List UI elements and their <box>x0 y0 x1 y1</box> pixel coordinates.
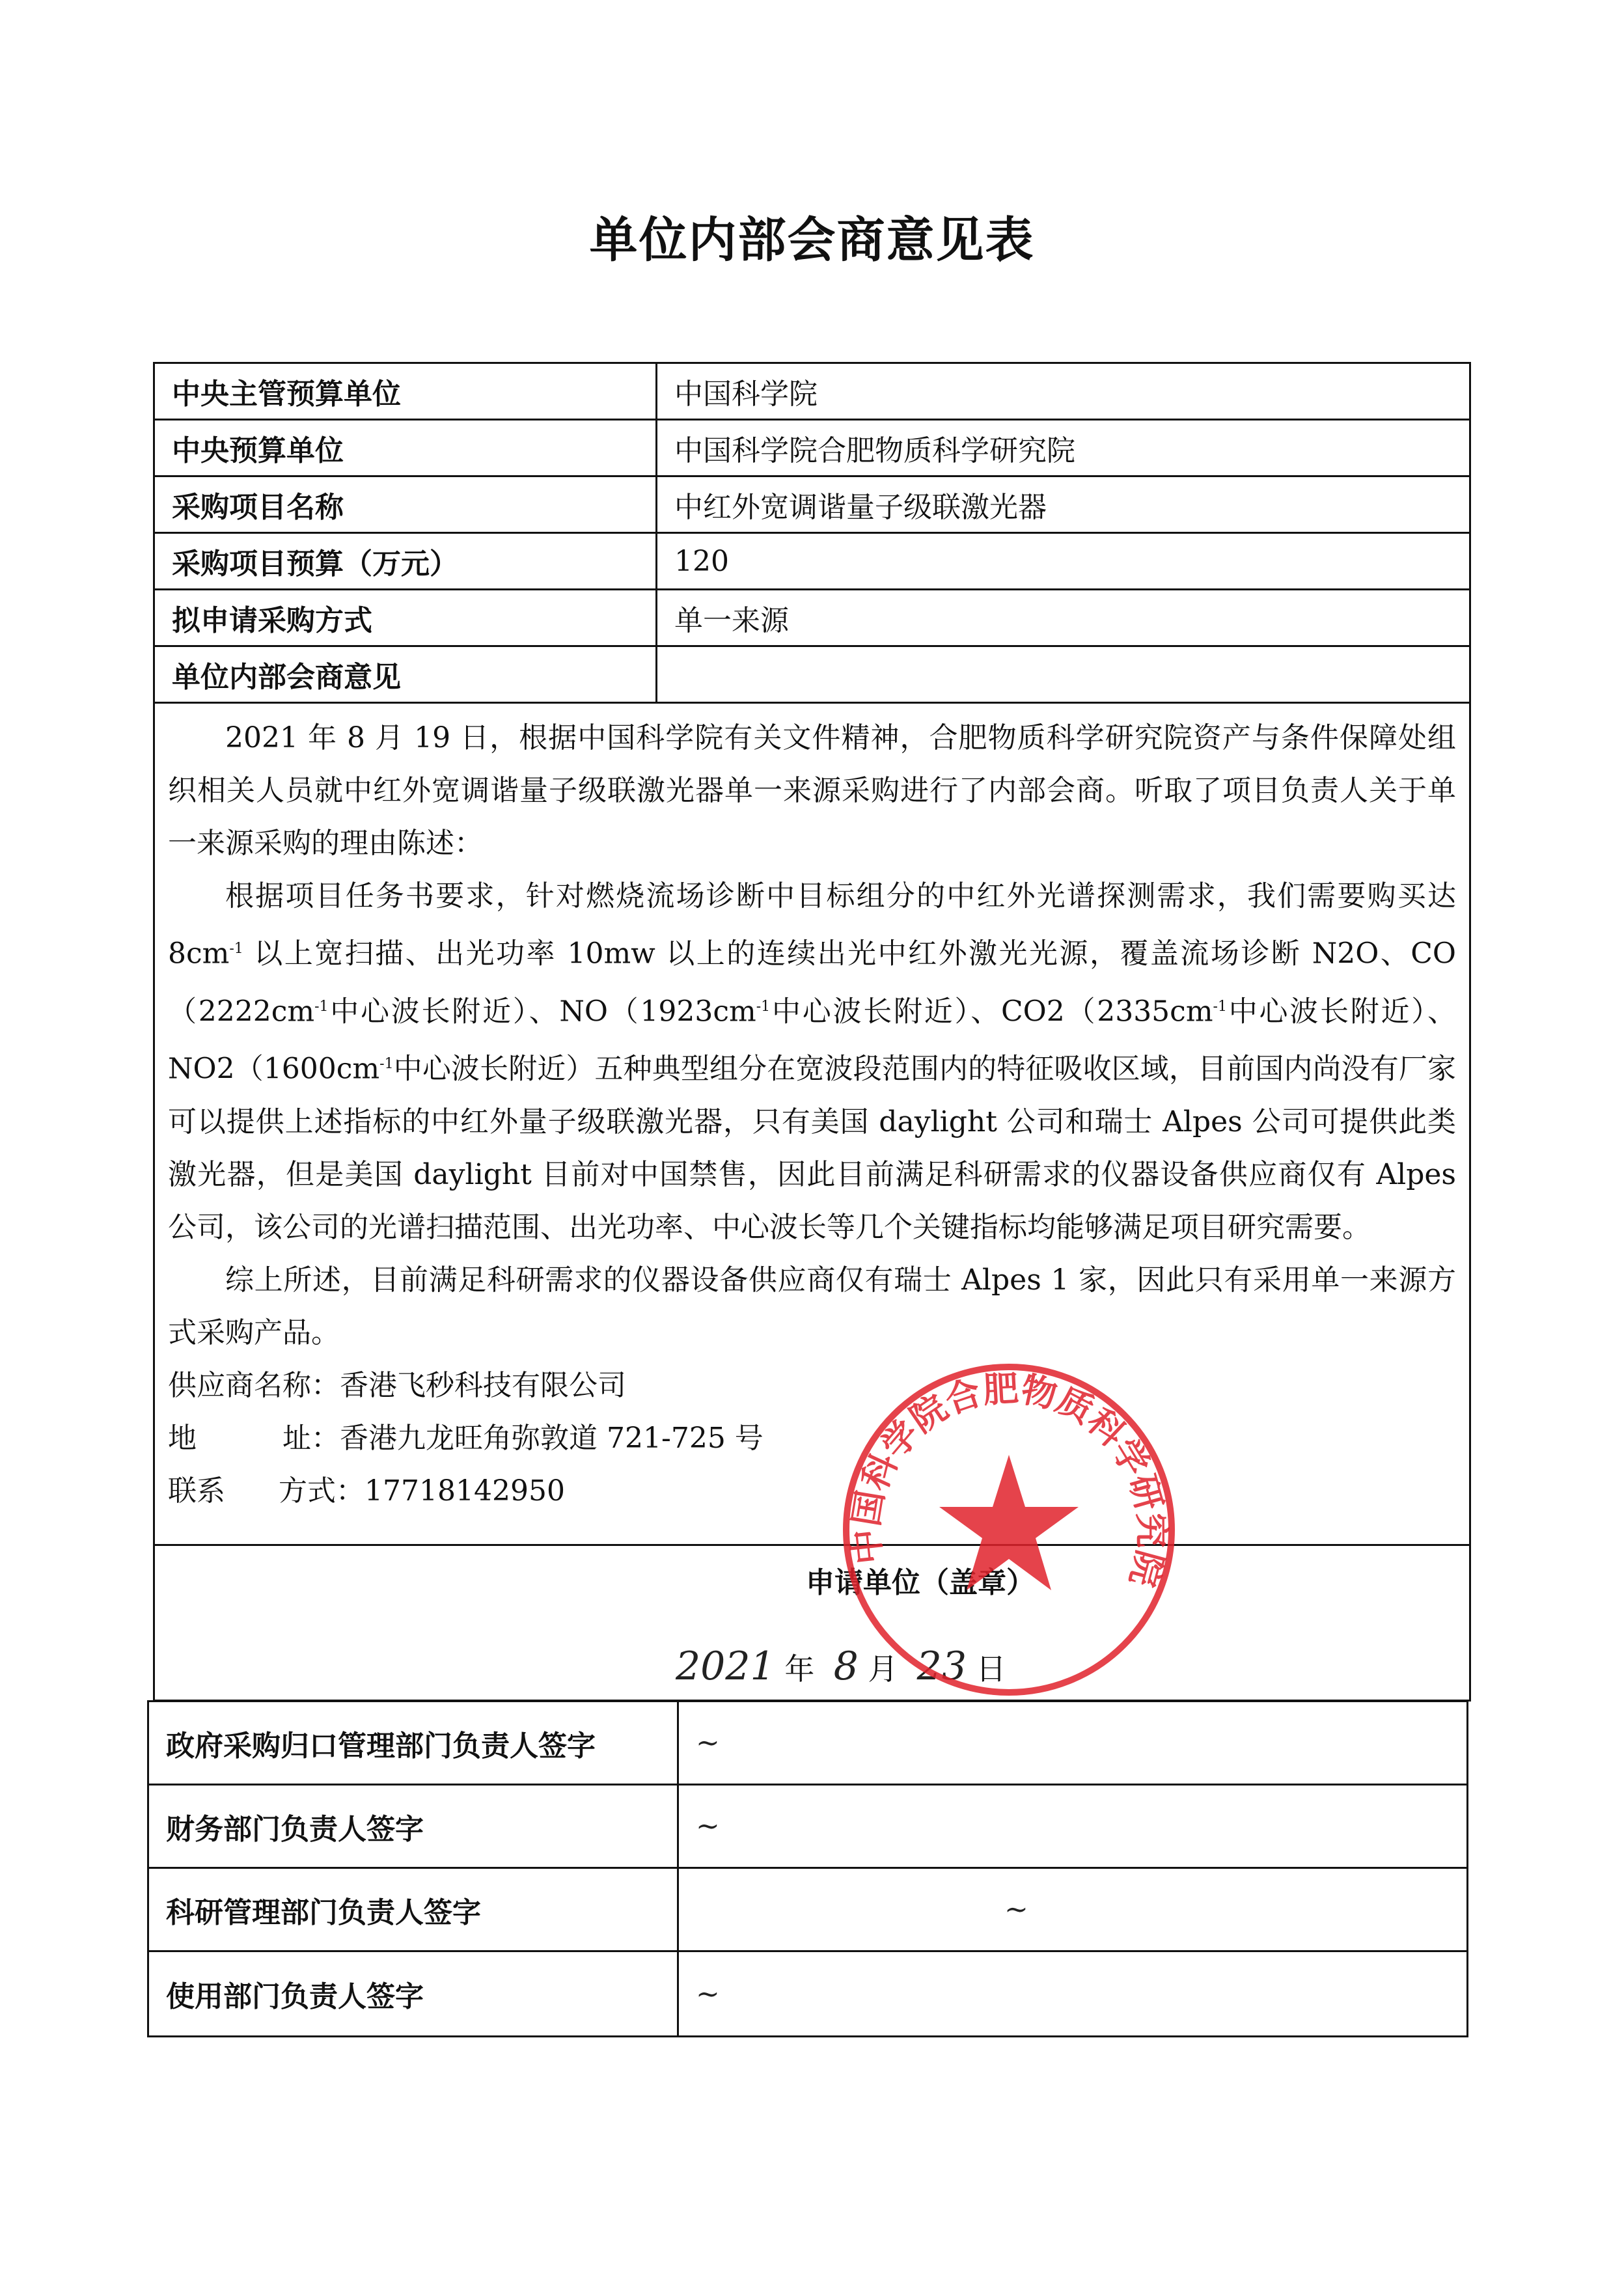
official-seal <box>833 1357 1181 1702</box>
opinion-paragraph-2 <box>168 870 1456 1254</box>
superscript: -1 <box>1213 998 1227 1015</box>
opinion-body <box>155 704 1469 1546</box>
supplier-address <box>168 1412 1456 1465</box>
row-label: 中央主管预算单位 <box>155 364 657 419</box>
value: 香港飞秒科技有限公司 <box>340 1368 626 1402</box>
row-label: 中央预算单位 <box>155 420 657 475</box>
signature-label: 科研管理部门负责人签字 <box>149 1869 679 1950</box>
table-row <box>155 647 1469 704</box>
signature-label: 政府采购归口管理部门负责人签字 <box>149 1702 679 1784</box>
signature-row <box>149 1952 1466 2035</box>
handwritten-day: 23 <box>916 1644 967 1689</box>
row-label: 拟申请采购方式 <box>155 590 657 645</box>
handwritten-signature: ~ <box>1004 1893 1028 1926</box>
seal-text: 中国科学院合肥物质科学研究院 <box>845 1368 1172 1591</box>
applicant-label: 申请单位（盖章） <box>806 1566 1035 1599</box>
supplier-contact <box>168 1465 1456 1517</box>
info-table <box>153 362 1471 1702</box>
text: 中心波长附近）、CO2（2335cm <box>770 995 1213 1028</box>
signature-row <box>149 1785 1466 1869</box>
superscript: -1 <box>314 998 329 1015</box>
label: 方式： <box>279 1474 365 1508</box>
text: 中心波长附近）五种典型组分在宽波段范围内的特征吸收区域，目前国内尚没有厂家可以提供上述指标的中红外量子级联激光器，只有美国 daylight 公司和瑞士 Alpes 公司可提供此类激光器，但是美国 daylight 目前对中国禁售，因此目前满足科研需求的仪器设备供应商仅有 Alpes 公司，该公司的光谱扫描范围、出光功率、中心波长等几个关键指标均能够满足项目研究需要。 <box>168 1052 1456 1244</box>
table-row <box>155 477 1469 534</box>
opinion-paragraph-1: 2021 年 8 月 19 日，根据中国科学院有关文件精神，合肥物质科学研究院资产与条件保障处组织相关人员就中红外宽调谐量子级联激光器单一来源采购进行了内部会商。听取了项目负责人关于单一来源采购的理由陈述： <box>168 721 1456 860</box>
text: 根据项目任务书要求，针对燃烧流场诊断中目标组分的中红外光谱探测需求，我们需要购买达 8cm <box>168 879 1456 971</box>
year-label: 年 <box>784 1651 815 1687</box>
table-row <box>155 590 1469 647</box>
handwritten-month: 8 <box>833 1644 859 1689</box>
handwritten-year: 2021 <box>676 1644 775 1689</box>
handwritten-signature: ~ <box>696 1810 720 1843</box>
superscript: -1 <box>229 941 243 957</box>
month-label: 月 <box>868 1651 898 1687</box>
table-row <box>155 364 1469 420</box>
label: 址： <box>282 1421 340 1455</box>
star-icon <box>939 1455 1079 1590</box>
handwritten-signature: ~ <box>696 1977 720 2011</box>
row-value: 中国科学院 <box>674 378 818 411</box>
row-value: 中红外宽调谐量子级联激光器 <box>674 491 1047 524</box>
row-label: 采购项目名称 <box>155 477 657 532</box>
applicant-stamp-area <box>155 1546 1469 1700</box>
table-row <box>155 534 1469 590</box>
text: 中心波长附近）、NO2（1600cm <box>168 995 1457 1086</box>
handwritten-signature: ~ <box>696 1726 720 1759</box>
text: 中心波长附近）、NO（1923cm <box>328 995 756 1028</box>
supplier-name <box>168 1359 1456 1412</box>
signature-row <box>149 1869 1466 1952</box>
label: 供应商名称： <box>168 1368 340 1402</box>
row-label: 单位内部会商意见 <box>155 647 657 702</box>
value: 17718142950 <box>365 1474 565 1508</box>
row-value <box>657 647 1469 702</box>
signature-label: 使用部门负责人签字 <box>149 1952 679 2035</box>
signature-label: 财务部门负责人签字 <box>149 1785 679 1867</box>
row-value: 120 <box>674 544 729 578</box>
page-title: 单位内部会商意见表 <box>589 212 1035 268</box>
value: 香港九龙旺角弥敦道 721-725 号 <box>340 1421 764 1455</box>
row-label: 采购项目预算（万元） <box>155 534 657 588</box>
superscript: -1 <box>756 998 771 1015</box>
label: 联系 <box>168 1474 225 1508</box>
day-label: 日 <box>976 1651 1006 1687</box>
table-row <box>155 420 1469 477</box>
text: 以上宽扫描、出光功率 10mw 以上的连续出光中红外激光光源，覆盖流场诊断 N2O、CO（2222cm <box>168 937 1456 1028</box>
row-value: 单一来源 <box>674 604 789 637</box>
signature-row <box>149 1702 1466 1785</box>
superscript: -1 <box>379 1056 394 1073</box>
signature-table <box>147 1700 1468 2037</box>
opinion-paragraph-3: 综上所述，目前满足科研需求的仪器设备供应商仅有瑞士 Alpes 1 家，因此只有采用单一来源方式采购产品。 <box>168 1263 1456 1349</box>
label: 地 <box>168 1421 197 1455</box>
row-value: 中国科学院合肥物质科学研究院 <box>674 434 1075 467</box>
